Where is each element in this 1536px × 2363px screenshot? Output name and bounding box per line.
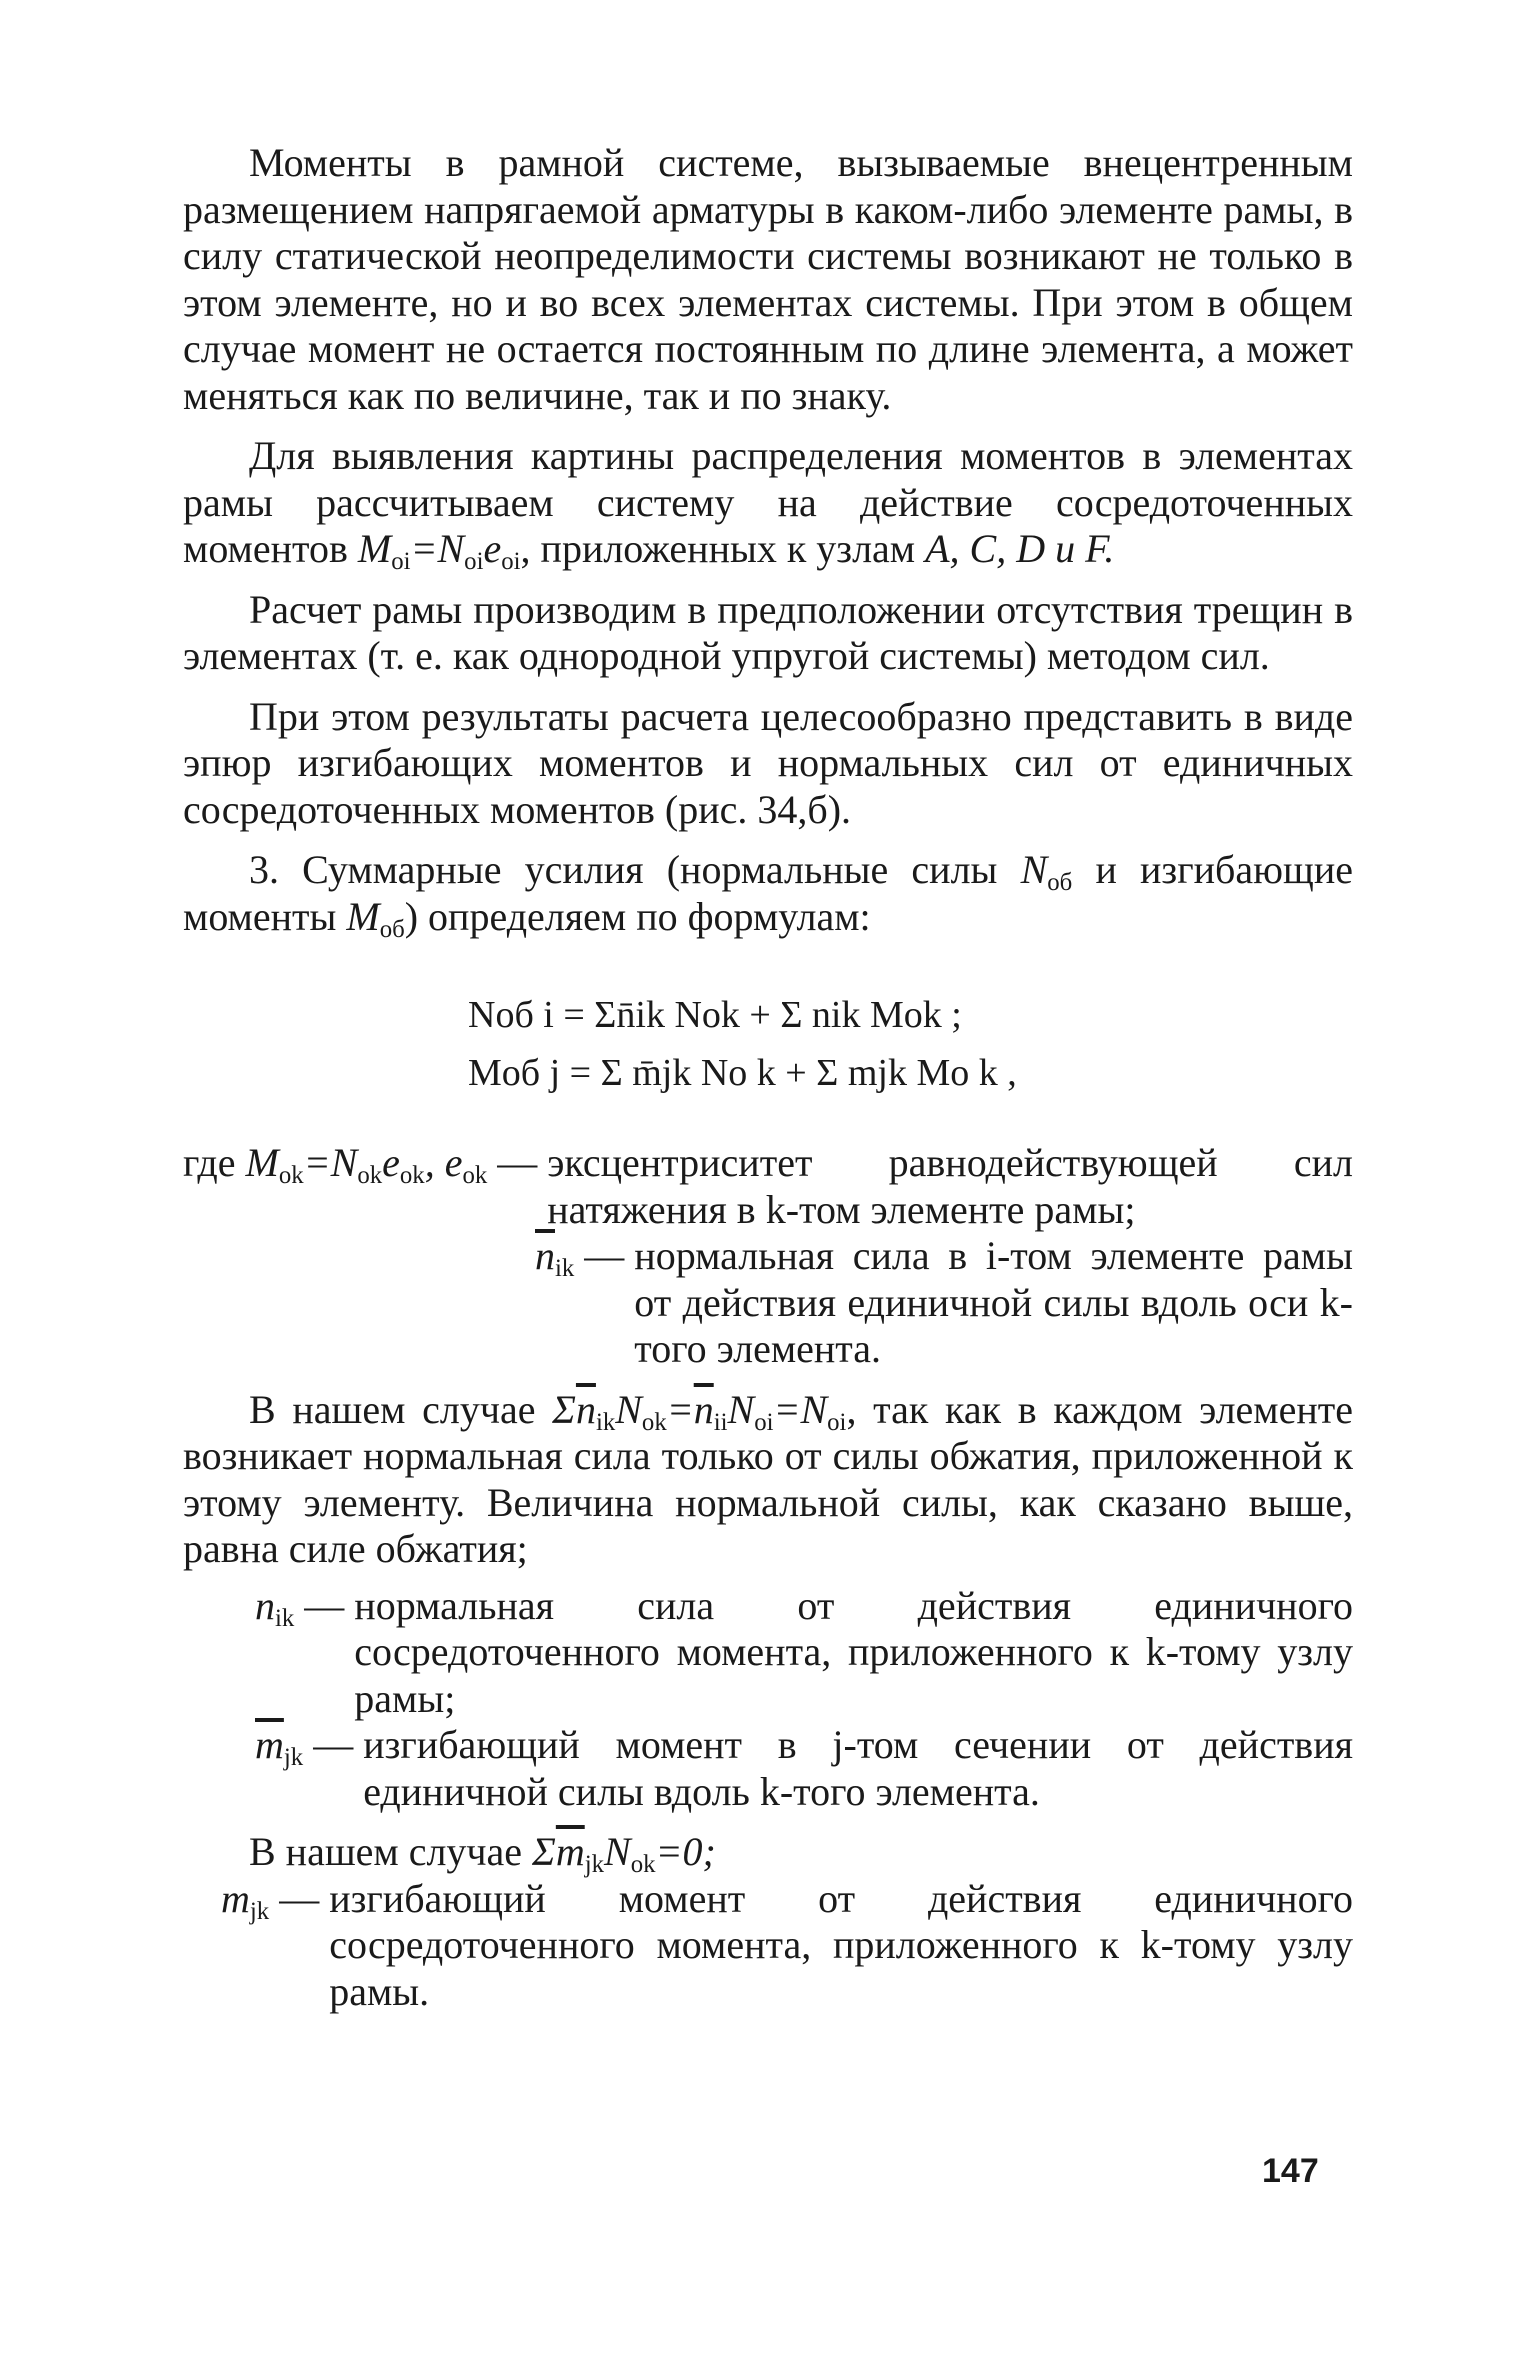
definition-nik-text: нормальная сила от действия единичного сосредоточенного момента, приложенного к k-тому узлу рамы; [354, 1582, 1353, 1721]
paragraph-2-nodes: A, C, D и F. [925, 526, 1115, 571]
paragraph-2-text-b: , приложенных к узлам [520, 526, 916, 571]
paragraph-2-text-a: Для выявления картины распределения моментов в элементах рамы рассчитываем систему на действие сосредоточенных моментов [183, 433, 1353, 571]
text-column [183, 140, 1353, 2015]
definition-eok [183, 1140, 1353, 1233]
paragraph-5-text-c: ) определяем по формулам: [404, 893, 871, 939]
definition-mjk-bar [183, 1722, 1353, 1815]
formula-block [183, 986, 1353, 1102]
paragraph-5 [183, 847, 1353, 943]
definition-eok-term: где $M_{ok}=N_{ok}e_{ok}$, $e_{ok}$ [183, 1140, 488, 1189]
math-moi: $M_{oi}=N_{oi}e_{oi}$ [357, 526, 521, 575]
definition-eok-text: эксцентриситет равнодействующей сил натяжения в k-том элементе рамы; [547, 1140, 1353, 1232]
dash: — [294, 1582, 355, 1628]
definition-mjk [183, 1876, 1353, 2016]
paragraph-4: При этом результаты расчета целесообразно представить в виде эпюр изгибающих моментов и нормальных сил от единичных сосредоточенных моментов (рис. 34,б). [183, 693, 1353, 832]
formula-2: Mоб j = Σ m̄jk No k + Σ mjk Mo k , [468, 1052, 1017, 1094]
dash: — [487, 1140, 548, 1185]
paragraph-7-text: В нашем случае [249, 1829, 523, 1874]
where-word: где [183, 1140, 236, 1185]
paragraph-5-text-a: 3. Суммарные усилия (нормальные силы [249, 847, 998, 892]
formula-1: Nоб i = Σn̄ik Nok + Σ nik Mok ; [468, 994, 962, 1036]
math-sum-nik: $\Sigma\overline{n}_{ik}N_{ok}=\overline{n}_{ii}N_{oi}=N_{oi}$ [552, 1386, 847, 1436]
paragraph-1: Моменты в рамной системе, вызываемые внецентренным размещением напрягаемой арматуры в каком-либо элементе рамы, в силу статической неопределимости системы возникают не только в этом элементе, но и во всех элементах системы. При этом в общем случае момент не остается постоянным по длине элемента, а может меняться как по величине, так и по знаку. [183, 140, 1353, 418]
dash: — [574, 1233, 635, 1278]
math-sum-mjk: $\Sigma\overline{m}_{jk}N_{ok}=0$; [532, 1829, 716, 1878]
page-number: 147 [1262, 2152, 1319, 2190]
paragraph-5-text-b: и изгибающие моменты [183, 847, 1353, 939]
definition-mjk-term: $m_{jk}$ [221, 1875, 270, 1925]
dash: — [269, 1875, 330, 1921]
math-nob: $N_{об}$ [1020, 847, 1073, 896]
paragraph-6 [183, 1387, 1353, 1573]
paragraph-2 [183, 433, 1353, 573]
definition-nik [183, 1583, 1353, 1723]
definition-mjk-bar-term: $\overline{m}_{jk}$ [255, 1722, 304, 1771]
paragraph-3: Расчет рамы производим в предположении отсутствия трещин в элементах (т. е. как однородной упругой системы) методом сил. [183, 586, 1353, 678]
paragraph-7 [183, 1829, 1353, 1876]
paragraph-6-text-a: В нашем случае [249, 1386, 536, 1432]
definition-nik-bar-term: $\overline{n}_{ik}$ [535, 1233, 575, 1282]
dash: — [303, 1722, 364, 1767]
definition-mjk-bar-text: изгибающий момент в j-том сечении от действия единичной силы вдоль k-того элемента. [363, 1722, 1353, 1814]
definition-nik-bar-text: нормальная сила в i-том элементе рамы от действия единичной силы вдоль оси k-того элемента. [634, 1233, 1353, 1371]
definition-nik-term: $n_{ik}$ [255, 1582, 295, 1632]
math-mob: $M_{об}$ [346, 893, 405, 943]
definition-mjk-text: изгибающий момент от действия единичного сосредоточенного момента, приложенного к k-тому узлу рамы. [329, 1875, 1353, 2014]
definition-nik-bar [183, 1233, 1353, 1373]
paragraph-6-text-b: , так как в каждом элементе возникает нормальная сила только от силы обжатия, приложенной к этому элементу. Величина нормальной силы, как сказано выше, равна силе обжатия; [183, 1386, 1354, 1571]
